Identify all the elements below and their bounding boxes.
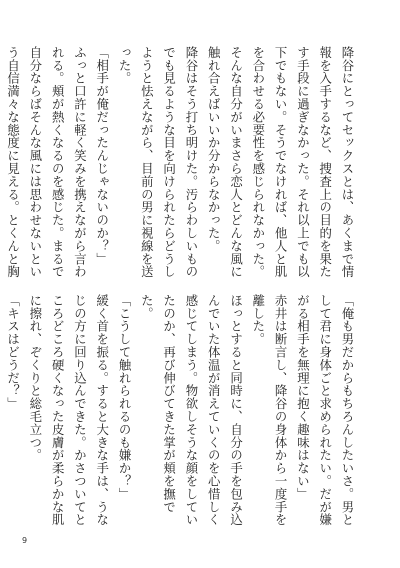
text-block-lower: 「俺も男だからもちろんしたいさ。男として君に身体ごと求められたい。だが嫌がる相手を無理に抱く趣味はない」 赤井は断言し、降谷の身体から一度手を離した。 ほっとすると同時に、自分の手を包み込んでいた体温が消えていくのを心惜しく感じてしまう。物欲しそうな顔をしていたのか、再び伸びてきた掌が頬を撫でた。 「こうして触れられるのも嫌か？」 緩く首を振る。すると大きな手は、うなじの方に回り込んできた。かさついてところどころ硬くなった皮膚が柔らかな肌に擦れ、ぞくりと総毛立つ。 「キスはどうだ？」 [5, 294, 355, 527]
page-number: 9 [22, 536, 28, 545]
text-block-upper: 降谷にとってセックスとは、あくまで情報を入手するなど、捜査上の目的を果たす手段に過ぎなかった。それ以上でも以下でもない。そうでなければ、他人と肌を合わせる必要性を感じられなかった。 そんな自分がいまさら恋人とどんな風に触れ合えばいいか分からなかった。 降谷はそう打ち明けた。汚らわしいものでも見るような目を向けられたらどうしようと怯えながら、目前の男に視線を送った。 「相手が俺だったんじゃないのか？」 ふっと口許に軽く笑みを携えながら言われる。頬が熱くなるのを感じた。まるで自分ならばそんな風には思わせないという自信満々な態度に見える。とくんと胸 [5, 46, 355, 279]
